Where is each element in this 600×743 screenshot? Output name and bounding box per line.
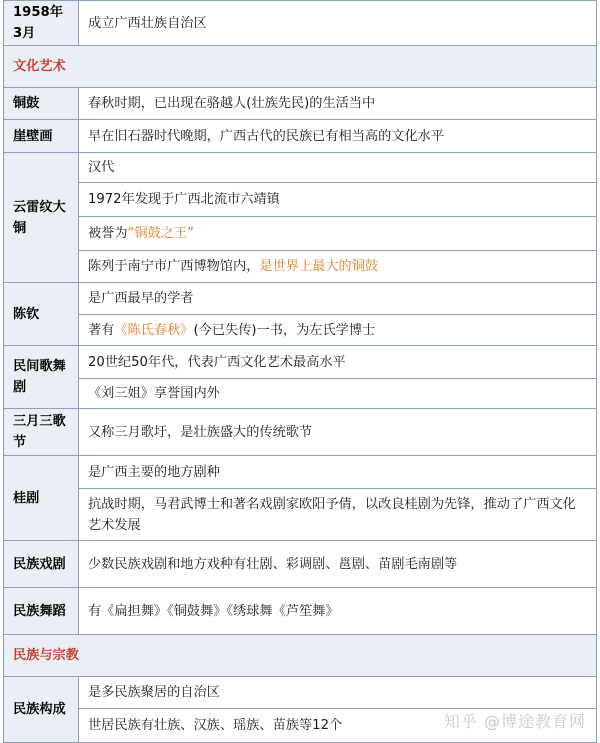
- table-row: [4, 379, 597, 409]
- highlight-text: 是世界上最大的铜鼓: [259, 259, 379, 274]
- table-row: [4, 315, 597, 346]
- row-value: 早在旧石器时代晚期，广西古代的民族已有相当高的文化水平: [79, 120, 597, 153]
- section-row: [4, 46, 597, 88]
- row-value: 世居民族有壮族、汉族、瑶族、苗族等12个: [79, 709, 597, 743]
- row-value: 1972年发现于广西北流市六靖镇: [79, 183, 597, 217]
- table-row: [4, 88, 597, 120]
- row-key: 民族戏剧: [4, 541, 79, 588]
- row-value: 又称三月歌圩，是壮族盛大的传统歌节: [79, 409, 597, 456]
- row-key: 民间歌舞剧: [4, 346, 79, 409]
- row-key: 云雷纹大铜: [4, 153, 79, 283]
- table-row: [4, 409, 597, 456]
- row-key: 1958年3月: [4, 1, 79, 46]
- row-key: 民族构成: [4, 677, 79, 743]
- row-value: 是多民族聚居的自治区: [79, 677, 597, 709]
- value-text: 陈列于南宁市广西博物馆内，: [88, 259, 260, 274]
- section-row: [4, 635, 597, 677]
- table-row: [4, 677, 597, 709]
- table-row: [4, 217, 597, 251]
- row-key: 陈钦: [4, 283, 79, 346]
- row-value: 少数民族戏剧和地方戏种有壮剧、彩调剧、邕剧、苗剧毛南剧等: [79, 541, 597, 588]
- section-header-ethnic: 民族与宗教: [4, 635, 597, 677]
- row-key: 铜鼓: [4, 88, 79, 120]
- value-text: (今已失传)一书，为左氏学博士: [193, 322, 376, 338]
- info-table: [3, 0, 597, 743]
- watermark: 知乎 @博途教育网: [443, 712, 586, 731]
- highlight-text: 《陈氏春秋》: [114, 322, 194, 338]
- row-value: 成立广西壮族自治区: [79, 1, 597, 46]
- table-row: [4, 541, 597, 588]
- table-row: [4, 283, 597, 315]
- table-row: [4, 588, 597, 635]
- table-row: [4, 153, 597, 183]
- row-value: 汉代: [79, 153, 597, 183]
- row-value: [79, 315, 597, 346]
- row-value: 20世纪50年代，代表广西文化艺术最高水平: [79, 346, 597, 379]
- row-key: 崖壁画: [4, 120, 79, 153]
- row-value: [79, 217, 597, 251]
- value-text: 被誉为: [88, 226, 128, 241]
- row-key: 民族舞蹈: [4, 588, 79, 635]
- row-key: 三月三歌节: [4, 409, 79, 456]
- table-row: [4, 183, 597, 217]
- table-row: [4, 346, 597, 379]
- value-text: 著有: [88, 322, 115, 338]
- table-row: [4, 1, 597, 46]
- highlight-text: “铜鼓之王”: [127, 226, 194, 241]
- table-row: [4, 489, 597, 541]
- table-row: [4, 456, 597, 489]
- row-key: 桂剧: [4, 456, 79, 541]
- section-header-culture: 文化艺术: [4, 46, 597, 88]
- row-value: 是广西主要的地方剧种: [79, 456, 597, 489]
- row-value: 是广西最早的学者: [79, 283, 597, 315]
- row-value: 抗战时期，马君武博士和著名戏剧家欧阳予倩，以改良桂剧为先锋，推动了广西文化艺术发展: [79, 489, 597, 541]
- row-value: [79, 251, 597, 283]
- row-value: 《刘三姐》享誉国内外: [79, 379, 597, 409]
- row-value: 有《扁担舞》《铜鼓舞》《绣球舞《芦笙舞》: [79, 588, 597, 635]
- row-value: 春秋时期，已出现在骆越人(壮族先民)的生活当中: [79, 88, 597, 120]
- table-row: [4, 120, 597, 153]
- table-row: [4, 251, 597, 283]
